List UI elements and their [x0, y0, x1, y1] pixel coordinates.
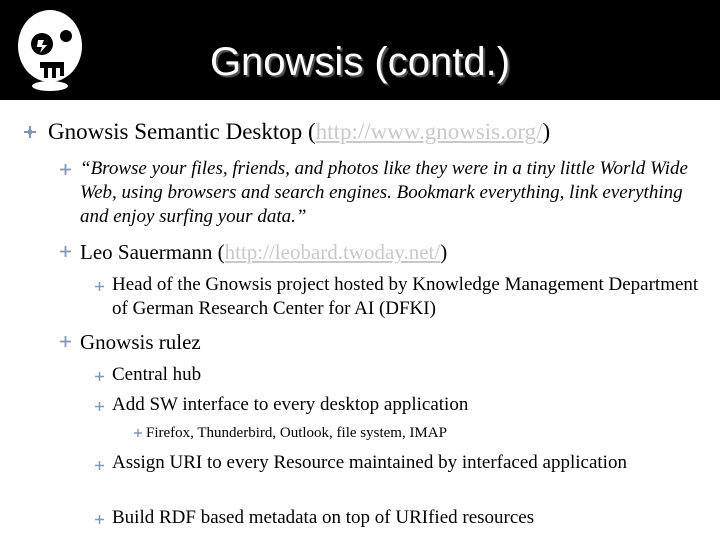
level4-bullet-icon [134, 429, 142, 437]
sub-bullet-central-hub: Central hub [112, 364, 202, 385]
level3-bullet-icon [95, 372, 104, 381]
item-text: Gnowsis Semantic Desktop ( [48, 119, 316, 144]
gnowsis-link[interactable]: http://www.gnowsis.org/ [315, 119, 543, 144]
sub-bullet-assign-uri: Assign URI to every Resource maintained by interfaced application [112, 452, 627, 473]
level2-bullet-icon [60, 336, 71, 347]
level3-bullet-icon [95, 282, 104, 291]
bullet-gnowsis-semantic-desktop [48, 118, 708, 146]
level3-bullet-icon [95, 515, 104, 524]
sub-bullet-build-rdf: Build RDF based metadata on top of URIfied resources [112, 507, 535, 528]
level2-bullet-icon [60, 246, 71, 257]
bullet-leo-sauermann [80, 239, 700, 265]
sub-bullet-add-sw-interface: Add SW interface to every desktop application [112, 394, 469, 415]
item-suffix: ) [440, 240, 448, 264]
title-bar [0, 0, 720, 100]
level3-bullet-icon [95, 461, 104, 470]
item-suffix: ) [542, 119, 551, 144]
slide-title: Gnowsis (contd.) [209, 40, 511, 84]
level2-bullet-icon [60, 164, 71, 175]
sub-bullet-head-of-project: Head of the Gnowsis project hosted by Knowledge Management Department of German Research Center for AI (DFKI) [112, 274, 699, 319]
item-text: Leo Sauermann ( [80, 240, 225, 264]
level1-bullet-icon [24, 126, 36, 138]
quote-text: “Browse your files, friends, and photos like they were in a tiny little World Wide Web, using browsers and search engines. Bookmark everything, link everything and enjoy surfing your data.” [80, 158, 688, 227]
level3-bullet-icon [95, 402, 104, 411]
leobard-link[interactable]: http://leobard.twoday.net/ [224, 240, 441, 264]
sub-sub-bullet-apps: Firefox, Thunderbird, Outlook, file system, IMAP [146, 425, 447, 441]
bullet-gnowsis-rulez: Gnowsis rulez [80, 330, 201, 354]
